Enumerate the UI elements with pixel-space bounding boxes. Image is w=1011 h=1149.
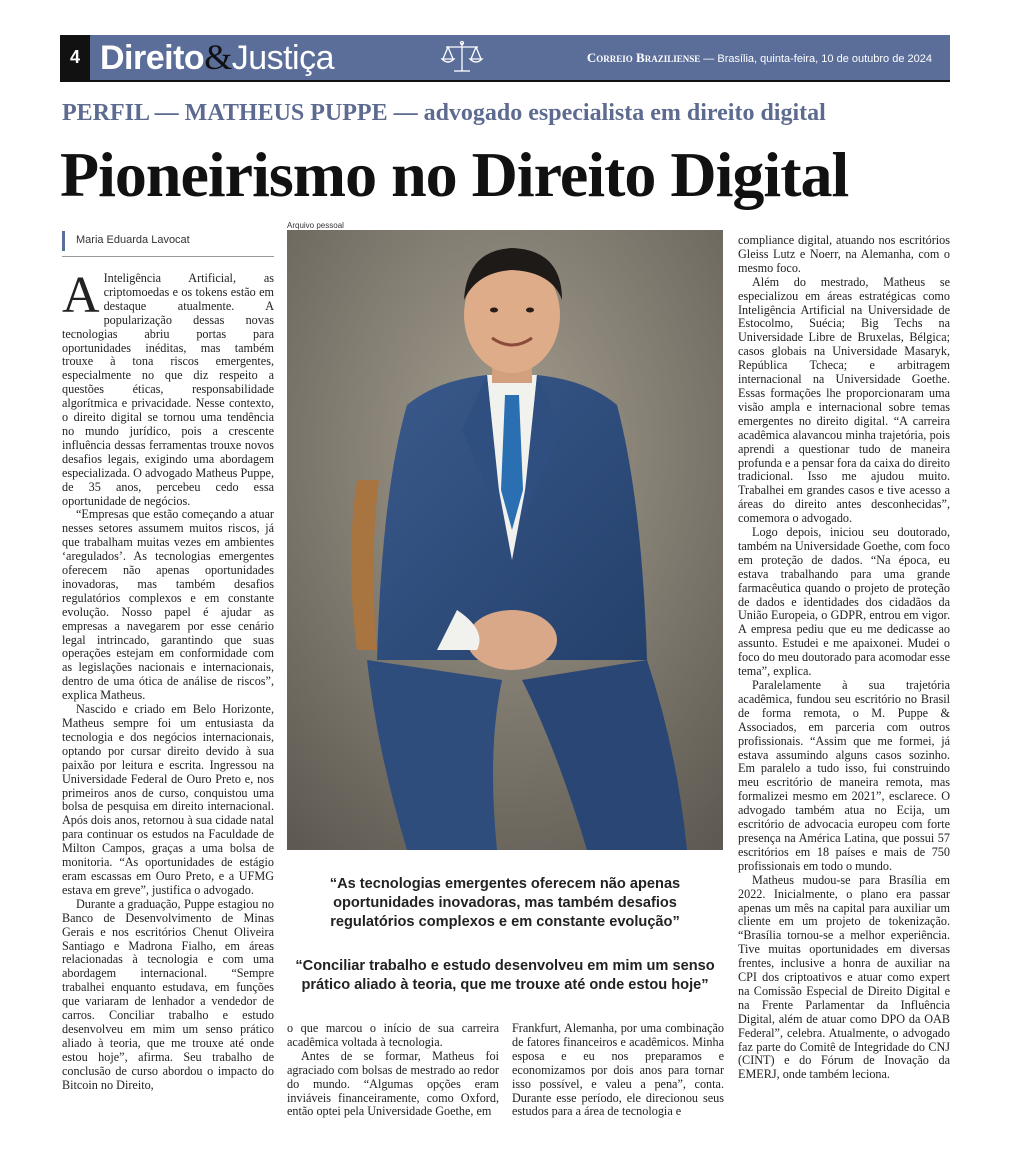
paragraph: Paralelamente à sua trajetória acadêmica, fundou seu escritório no Brasil de forma remota, o M. Puppe & Associados, em parceria com outros profissionais. “Assim que me formei, já estava assumindo alguns casos sozinho. Em paralelo a tudo isso, fui construindo meu escritório de maneira remota, mas formalizei mesmo em 2021”, esclarece. O advogado também atua no Ecija, um escritório de advocacia europeu com forte presença na América Latina, que possui 57 escritórios em 18 países e mais de 750 profissionais em todo o mundo. [738,678,950,873]
paragraph: Durante a graduação, Puppe estagiou no Banco de Desenvolvimento de Minas Gerais e nos escritórios Chenut Oliveira Santiago e Madrona Fialho, em áreas relacionadas à tecnologia e com uma abordagem internacional. “Sempre trabalhei enquanto estudava, em funções que variaram de lenhador a vendedor de carros. Conciliar trabalho e estudo desenvolveu em mim um senso prático aliado à teoria, que me trouxe até onde estou hoje”, afirma. Seu trabalho de conclusão de curso abordou o impacto do Bitcoin no Direito, [62,896,274,1092]
paragraph: o que marcou o início de sua carreira acadêmica voltada à tecnologia. [287,1021,499,1049]
paragraph: Logo depois, iniciou seu doutorado, também na Universidade Goethe, com foco em proteção de dados. “Na época, eu estava trabalhando para uma grande farmacêutica quando o projeto de proteção de dados e identidades dos cidadãos da União Europeia, o GDPR, entrou em vigor. A empresa pediu que eu me dedicasse ao assunto. Estudei e me apaixonei. Mudei o foco do meu doutorado para acomodar esse tema”, explica. [738,525,950,679]
column-3 [512,1022,724,1119]
paragraph: Antes de se formar, Matheus foi agraciado com bolsas de mestrado ao redor do mundo. “Algumas opções eram inviáveis financeiramente, como Oxford, então optei pela Universidade Goethe, em [287,1048,499,1119]
scales-of-justice-icon [440,39,484,75]
headline: Pioneirismo no Direito Digital [60,139,849,210]
pull-quote-2: “Conciliar trabalho e estudo desenvolveu em mim um senso prático aliado à teoria, que me trouxe até onde estou hoje” [295,958,715,993]
paragraph: compliance digital, atuando nos escritórios Gleiss Lutz e Noerr, na Alemanha, com o mesmo foco. [738,233,950,275]
portrait-illustration [287,230,723,850]
newspaper-name: Correio Braziliense [586,50,701,65]
section-title-direito: Direito [100,39,205,77]
paragraph: Nascido e criado em Belo Horizonte, Matheus sempre foi um entusiasta da tecnologia e dos negócios internacionais, optando por cursar direito devido à sua paixão por leitura e escrita. Ingressou na Universidade Federal de Ouro Preto e, nos primeiros anos de curso, conquistou uma bolsa de pesquisa em direito internacional. Após dois anos, retornou à sua cidade natal para continuar os estudos na Faculdade de Milton Campos, graças a uma bolsa de monitoria. “As oportunidades de estágio eram escassas em Ouro Preto, e a UFMG estava em greve”, justifica o advogado. [62,702,274,897]
header-rule [60,80,950,82]
paragraph: Matheus mudou-se para Brasília em 2022. Inicialmente, o plano era passar apenas um mês na capital para auxiliar um cliente em um projeto de tokenização. “Brasília tornou-se a melhor experiência. Tive muitas oportunidades em diversas frentes, inclusive a honra de auxiliar na CPI dos criptoativos e atuar como expert na Comissão Especial de Direito Digital e na Frente Parlamentar da Influência Digital, além de atuar como DPO da OAB Federal”, celebra. Atualmente, o advogado faz parte do Comitê de Integridade do CNJ (CINT) e do Fórum de Inovação da EMERJ, onde também leciona. [738,872,950,1082]
pull-quote-1: “As tecnologias emergentes oferecem não apenas oportunidades inovadoras, mas também desafios regulatórios complexos e em constante evolução” [329,876,681,930]
paragraph: Além do mestrado, Matheus se especializou em áreas estratégicas como Inteligência Artificial na Universidade de Estocolmo, Suécia; Big Techs na Universidade Libre de Bruxelas, Bélgica; casos globais na Universidade Masaryk, República Tcheca; e arbitragem internacional na Universidade Goethe. Essas formações lhe proporcionaram uma visão ampla e internacional sobre temas emergentes no direito digital. “A carreira acadêmica alavancou minha trajetória, pois aprendi a questionar tudo de maneira profunda e a pensar fora da caixa do direito tradicional. Isso me ajudou muito. Trabalhei em grandes casos e tive acesso a áreas do direito antes desconhecidas”, comemora o advogado. [738,274,950,526]
column-1 [62,267,274,1092]
photo-credit: Arquivo pessoal [287,221,344,230]
byline: Maria Eduarda Lavocat [76,234,190,246]
byline-rule [62,256,274,257]
page-number: 4 [60,35,90,80]
portrait-photo [287,230,723,850]
kicker: PERFIL — MATHEUS PUPPE — advogado especialista em direito digital [62,100,826,126]
column-2 [287,1022,499,1119]
section-title-justica: Justiça [231,39,335,77]
section-header-band [60,35,950,80]
paragraph: Frankfurt, Alemanha, por uma combinação de fatores financeiros e acadêmicos. Minha esposa e eu nos preparamos e economizamos por dois anos para tornar isso possível, e valeu a pena”, conta. Durante esse período, ele direcionou seus estudos para a área de tecnologia e [512,1021,724,1119]
paragraph [62,267,274,508]
paragraph-text: Inteligência Artificial, as criptomoedas e os tokens estão em destaque atualmente. A popularização dessas novas tecnologias abriu portas para oportunidades inéditas, mas também trouxe à tona riscos emergentes, especialmente no que diz respeito a questões éticas, responsabilidade algorítmica e privacidade. Nesse contexto, o direito digital se tornou uma tendência no mundo jurídico, pois a crescente influência dessas ferramentas trouxe novos desafios legais, exigindo uma abordagem especializada. O advogado Matheus Puppe, de 35 anos, percebeu cedo essa oportunidade de negócios. [62,271,274,508]
column-4 [738,234,950,1082]
section-title [100,35,334,80]
byline-accent-bar [62,231,65,251]
drop-cap: A [62,267,100,324]
paragraph: “Empresas que estão começando a atuar nesses setores assumem muitos riscos, já que trabalham muitas vezes em ambientes ‘aregulados’. As tecnologias emergentes oferecem não apenas oportunidades inovadoras, mas também desafios regulatórios complexos e em constante evolução. Nosso papel é ajudar as empresas a navegarem por esse cenário legal intrincado, garantindo que suas operações estejam em conformidade com as legislações nacionais e internacionais, dentro de uma ótica de análise de riscos”, explica Matheus. [62,507,274,703]
section-title-ampersand: & [204,37,232,77]
dateline: — Brasília, quinta-feira, 10 de outubro de 2024 [703,53,932,65]
masthead-dateline [587,35,932,80]
